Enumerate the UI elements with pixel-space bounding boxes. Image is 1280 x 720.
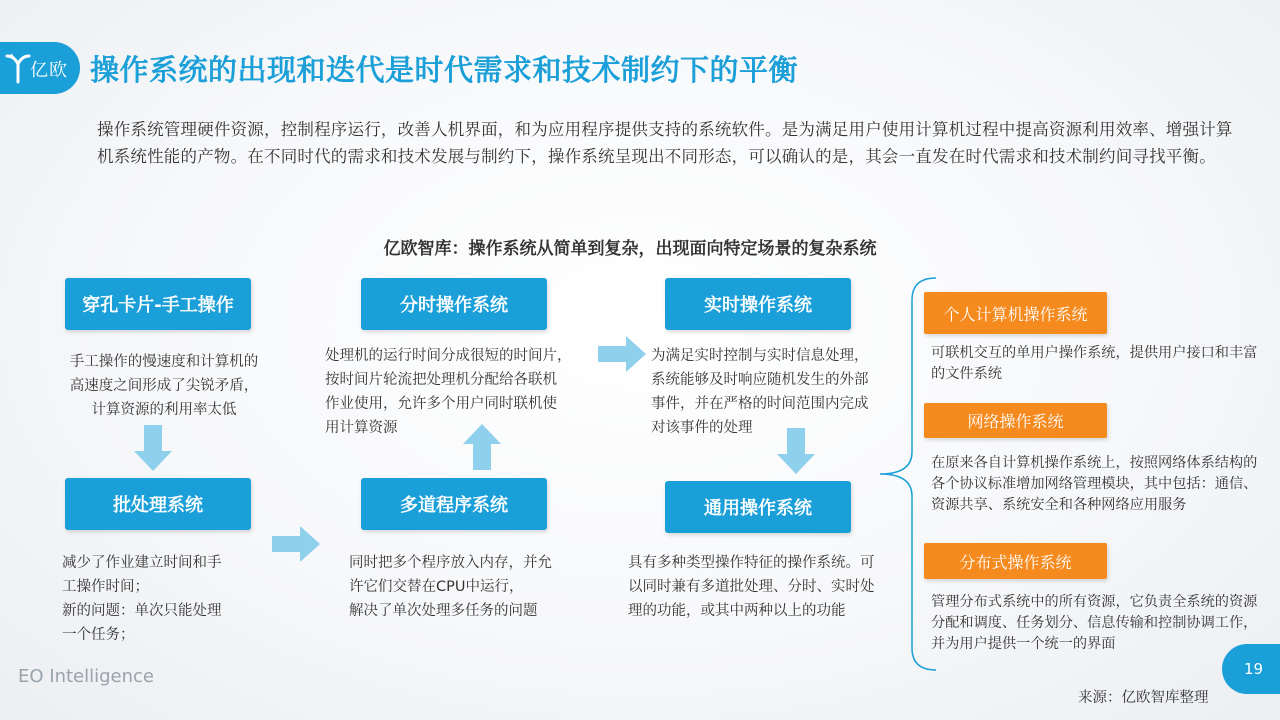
desc-line: 高速度之间形成了尖锐矛盾， <box>69 378 259 394</box>
desc-line: 系统能够及时响应随机发生的外部 <box>651 372 869 388</box>
desc-line: 工操作时间； <box>62 579 149 595</box>
desc-line: 作业使用，允许多个用户同时联机使 <box>325 396 557 412</box>
desc-line: 用计算资源 <box>325 420 398 436</box>
stage-box-timesharing: 分时操作系统 <box>361 278 547 330</box>
stage-box-batch: 批处理系统 <box>65 478 251 530</box>
stage-box-multiprogram: 多道程序系统 <box>361 478 547 530</box>
logo-badge <box>0 42 80 94</box>
stage-desc-general <box>628 551 918 623</box>
desc-line: 新的问题：单次只能处理 <box>62 603 222 619</box>
branch-desc-personal: 可联机交互的单用户操作系统，提供用户接口和丰富的文件系统 <box>931 345 1258 382</box>
branch-desc-network: 在原来各自计算机操作系统上，按照网络体系结构的各个协议标准增加网络管理模块，其中包括：通信、资源共享、系统安全和各种网络应用服务 <box>931 455 1258 513</box>
desc-line: 以同时兼有多道批处理、分时、实时处 <box>628 579 875 595</box>
stage-box-punch-card: 穿孔卡片-手工操作 <box>65 278 251 330</box>
desc-line: 一个任务； <box>62 627 135 643</box>
desc-line: 按时间片轮流把处理机分配给各联机 <box>325 372 557 388</box>
branch-desc-distributed: 管理分布式系统中的所有资源，它负责全系统的资源分配和调度、任务划分、信息传输和控制协调工作，并为用户提供一个统一的界面 <box>931 594 1258 652</box>
arrow-right-icon <box>272 526 322 564</box>
source-note: 来源：亿欧智库整理 <box>1078 690 1209 706</box>
page-title: 操作系统的出现和迭代是时代需求和技术制约下的平衡 <box>90 53 799 87</box>
page-number: 19 <box>1222 644 1280 694</box>
desc-line: 具有多种类型操作特征的操作系统。可 <box>628 555 875 571</box>
logo-text: 亿欧 <box>30 60 68 81</box>
stage-box-realtime: 实时操作系统 <box>665 278 851 330</box>
stage-desc-punch-card <box>54 350 274 422</box>
arrow-down-icon <box>777 428 817 476</box>
desc-line: 处理机的运行时间分成很短的时间片， <box>325 348 572 364</box>
arrow-up-icon <box>463 424 503 472</box>
desc-line: 同时把多个程序放入内存，并允 <box>349 555 552 571</box>
footer-brand: EO Intelligence <box>18 666 154 687</box>
desc-line: 为满足实时控制与实时信息处理， <box>651 348 869 364</box>
arrow-down-icon <box>134 425 174 473</box>
desc-line: 减少了作业建立时间和手 <box>62 555 222 571</box>
desc-line: 计算资源的利用率太低 <box>91 402 237 418</box>
stage-desc-batch <box>62 551 282 647</box>
branch-box-network: 网络操作系统 <box>924 403 1107 438</box>
stage-desc-realtime <box>651 344 911 440</box>
diagram-title: 亿欧智库：操作系统从简单到复杂，出现面向特定场景的复杂系统 <box>383 239 877 259</box>
arrow-right-icon <box>598 336 648 374</box>
branch-box-personal: 个人计算机操作系统 <box>924 292 1107 334</box>
branch-box-distributed: 分布式操作系统 <box>924 543 1107 579</box>
desc-line: 事件，并在严格的时间范围内完成 <box>651 396 869 412</box>
stage-box-general: 通用操作系统 <box>665 481 851 533</box>
desc-line: 对该事件的处理 <box>651 420 753 436</box>
intro-paragraph: 操作系统管理硬件资源，控制程序运行，改善人机界面，和为应用程序提供支持的系统软件。是为满足用户使用计算机过程中提高资源利用效率、增强计算机系统性能的产物。在不同时代的需求和技术发展与制约下，操作系统呈现出不同形态，可以确认的是，其会一直发在时代需求和技术制约间寻找平衡。 <box>97 120 1233 166</box>
stage-desc-multiprogram <box>349 551 589 623</box>
desc-line: 理的功能，或其中两种以上的功能 <box>628 603 846 619</box>
desc-line: 许它们交替在CPU中运行， <box>349 579 524 595</box>
desc-line: 手工操作的慢速度和计算机的 <box>69 354 259 370</box>
stage-desc-timesharing <box>325 344 595 440</box>
desc-line: 解决了单次处理多任务的问题 <box>349 603 538 619</box>
